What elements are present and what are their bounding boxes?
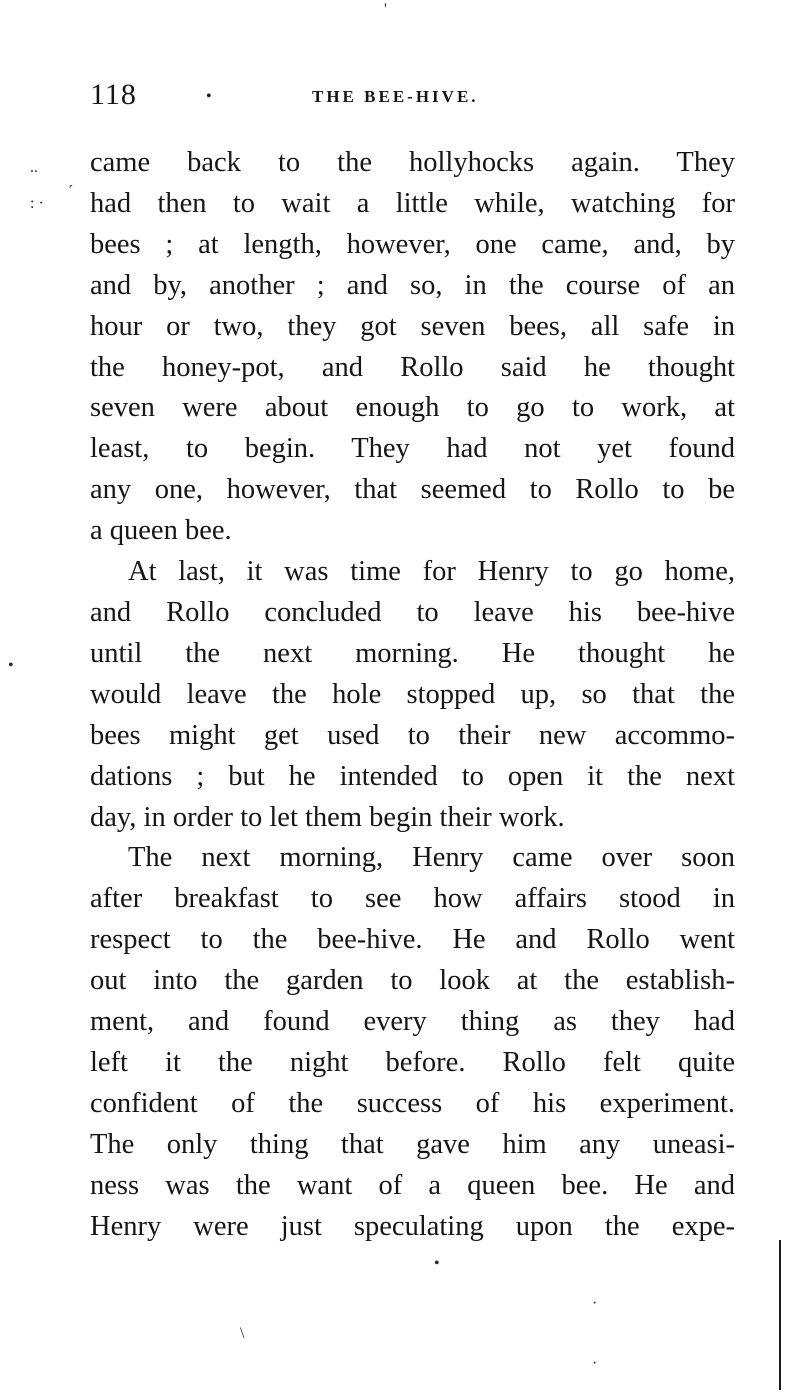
running-title: THE BEE-HIVE.: [312, 87, 479, 106]
scan-speck: : ·: [30, 195, 44, 212]
text-line: dations ; but he intended to open it the next: [90, 760, 735, 792]
text-line: At last, it was time for Henry to go home,: [128, 556, 735, 588]
page-header: [90, 78, 730, 118]
scan-speck: ..: [30, 159, 38, 176]
text-line: ness was the want of a queen bee. He and: [90, 1169, 735, 1201]
text-line: confident of the success of his experiment.: [90, 1087, 735, 1119]
page-number: 118: [90, 78, 137, 111]
scan-speck: \: [240, 1325, 245, 1342]
scan-speck: ·: [592, 1295, 598, 1312]
text-line: least, to begin. They had not yet found: [90, 433, 735, 465]
scan-speck: ·: [592, 1355, 598, 1372]
text-line: came back to the hollyhocks again. They: [90, 147, 735, 178]
text-line: and Rollo concluded to leave his bee-hive: [90, 596, 735, 628]
text-line: had then to wait a little while, watching for: [90, 187, 735, 219]
header-dot: •: [206, 88, 212, 105]
text-line: would leave the hole stopped up, so that the: [90, 678, 735, 710]
text-line: Henry were just speculating upon the expe-: [90, 1210, 735, 1242]
text-line: respect to the bee-hive. He and Rollo went: [90, 924, 735, 956]
page-edge-line: [779, 1240, 781, 1390]
text-line: The only thing that gave him any uneasi-: [90, 1128, 735, 1160]
body-text: [90, 143, 735, 1247]
text-line: a queen bee.: [90, 515, 232, 547]
text-line: day, in order to let them begin their work.: [90, 801, 565, 833]
text-line: ment, and found every thing as they had: [90, 1006, 735, 1038]
text-line: the honey-pot, and Rollo said he thought: [90, 351, 735, 383]
text-line: after breakfast to see how affairs stood in: [90, 883, 735, 915]
text-line: and by, another ; and so, in the course of an: [90, 269, 735, 301]
text-line: The next morning, Henry came over soon: [128, 842, 735, 874]
text-line: any one, however, that seemed to Rollo to be: [90, 474, 735, 506]
text-line: left it the night before. Rollo felt quite: [90, 1046, 735, 1078]
scan-speck: •: [434, 1255, 440, 1272]
scan-speck: ´: [68, 183, 74, 200]
text-line: until the next morning. He thought he: [90, 637, 735, 669]
text-line: seven were about enough to go to work, at: [90, 392, 735, 424]
scan-speck: ': [384, 1, 387, 18]
scan-speck: •: [8, 657, 14, 674]
text-line: hour or two, they got seven bees, all safe in: [90, 310, 735, 342]
text-line: bees ; at length, however, one came, and, by: [90, 228, 735, 260]
text-line: out into the garden to look at the establish-: [90, 965, 735, 997]
text-line: bees might get used to their new accommo-: [90, 719, 735, 751]
